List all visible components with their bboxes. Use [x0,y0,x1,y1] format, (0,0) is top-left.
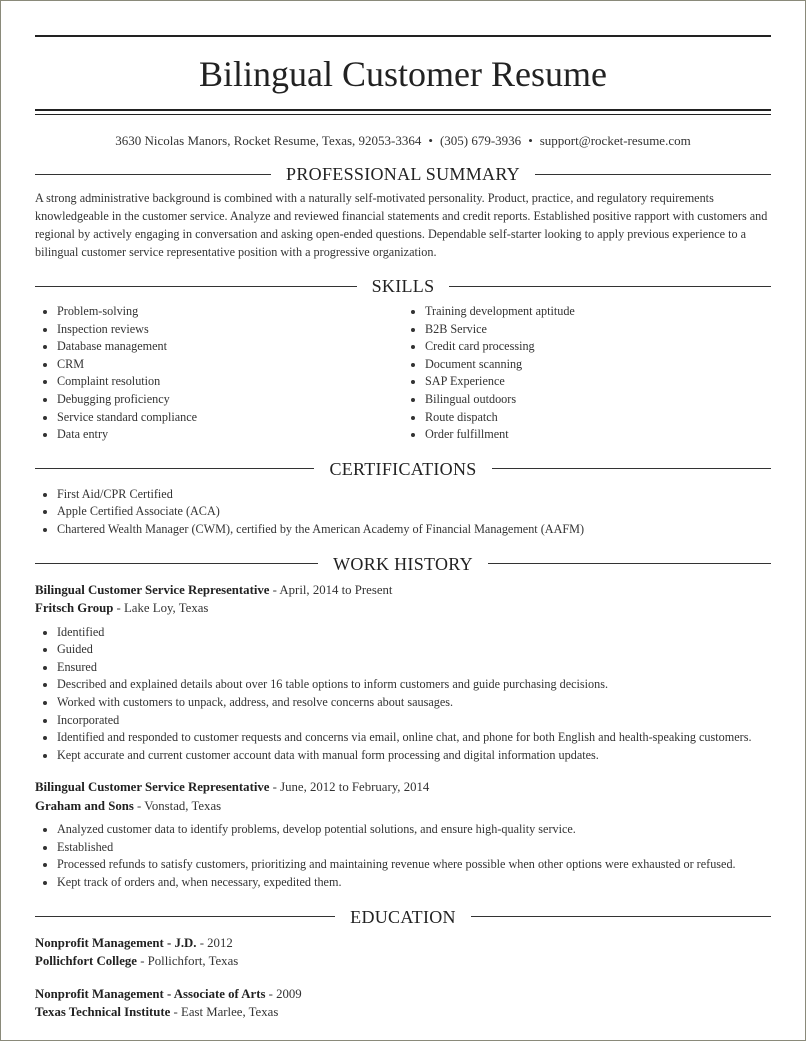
job-location: - Lake Loy, Texas [113,601,209,616]
list-item: • Service standard compliance [57,409,403,427]
education-location: - Pollichfort, Texas [137,954,239,969]
list-item: • Kept accurate and current customer account data with manual form processing and digital information updates. [57,747,771,765]
list-item: • SAP Experience [425,373,771,391]
education-year: - 2009 [265,986,302,1001]
list-item: • Chartered Wealth Manager (CWM), certified by the American Academy of Financial Management (AAFM) [57,521,771,539]
education-entry [35,934,771,971]
list-item: • Order fulfillment [425,426,771,444]
section-title: PROFESSIONAL SUMMARY [286,164,520,184]
job-company: Fritsch Group [35,601,114,616]
job-entry [35,581,771,765]
top-rule [35,35,771,37]
section-rule [535,174,771,175]
section-title: CERTIFICATIONS [329,458,477,479]
section-rule [35,174,271,175]
job-company: Graham and Sons [35,798,134,813]
education-location: - East Marlee, Texas [170,1005,279,1020]
education-year: - 2012 [196,935,233,950]
list-item: • Ensured [57,659,771,677]
list-item: • Problem-solving [57,303,403,321]
list-item: • B2B Service [425,321,771,339]
list-item: • Processed refunds to satisfy customers, prioritizing and maintaining revenue where possible when other options were exhausted or refused. [57,856,771,874]
list-item: • Identified [57,624,771,642]
job-title: Bilingual Customer Service Representative [35,780,270,795]
skills-right-list [403,303,771,444]
education-entry [35,985,771,1022]
list-item: • Incorporated [57,712,771,730]
section-rule [471,916,771,917]
list-item: • Analyzed customer data to identify problems, develop potential solutions, and ensure high-quality service. [57,821,771,839]
section-title: WORK HISTORY [333,553,473,574]
education-school-line [35,1003,771,1022]
resume-title: Bilingual Customer Resume [199,54,607,94]
section-header-certifications [35,458,771,480]
skills-left-list [35,303,403,444]
section-rule [492,468,771,469]
list-item: • Data entry [57,426,403,444]
list-item: • Bilingual outdoors [425,391,771,409]
education-degree: Nonprofit Management - J.D. [35,935,197,950]
section-rule [449,286,771,287]
list-item: • Training development aptitude [425,303,771,321]
section-title: EDUCATION [350,906,456,927]
section-header-summary [35,163,771,185]
education-school-line [35,952,771,971]
job-dates: - April, 2014 to Present [269,582,393,597]
certifications-list [35,486,771,539]
section-rule [35,468,314,469]
job-company-line [35,599,771,618]
job-bullets [35,821,771,891]
section-rule [35,563,318,564]
contact-address: 3630 Nicolas Manors, Rocket Resume, Texas, 92053-3364 [115,133,422,148]
contact-separator: • [528,133,533,148]
list-item: • Inspection reviews [57,321,403,339]
job-company-line [35,797,771,816]
list-item: • Guided [57,641,771,659]
list-item: • Identified and responded to customer requests and concerns via email, online chat, and phone for both English and health-speaking customers. [57,729,771,747]
job-location: - Vonstad, Texas [133,798,222,813]
education-degree-line [35,985,771,1004]
list-item: • Kept track of orders and, when necessary, expedited them. [57,874,771,892]
list-item: • First Aid/CPR Certified [57,486,771,504]
section-rule [35,286,357,287]
list-item: • Debugging proficiency [57,391,403,409]
job-bullets [35,624,771,765]
section-header-work [35,553,771,575]
job-title-line [35,778,771,797]
contact-email: support@rocket-resume.com [539,133,691,148]
list-item: • CRM [57,356,403,374]
section-rule [488,563,771,564]
section-title: SKILLS [371,276,435,296]
job-entry [35,778,771,891]
list-item: • Credit card processing [425,338,771,356]
job-title-line [35,581,771,600]
list-item: • Route dispatch [425,409,771,427]
skills-columns [35,303,771,444]
summary-paragraph: A strong administrative background is combined with a naturally self-motivated personality. Product, practice, and regulatory requirements knowledgeable in the customer service. Analyze and reviewed financial statements and credit reports. Established positive rapport with customers and regional by actively engaging in conversation and asking open-ended questions. Dependable self-starter looking to apply previous experience to a bilingual customer service representative position with a progressive organization. [35,191,768,259]
list-item: • Described and explained details about over 16 table options to inform customers and guide purchasing decisions. [57,676,771,694]
list-item: • Established [57,839,771,857]
contact-phone: (305) 679-3936 [439,133,522,148]
section-header-education [35,906,771,928]
section-rule [35,916,335,917]
education-degree: Nonprofit Management - Associate of Arts [35,986,266,1001]
contact-separator: • [428,133,433,148]
section-header-skills [35,275,771,297]
contact-line [35,133,771,149]
job-title: Bilingual Customer Service Representative [35,582,270,597]
education-school: Pollichfort College [35,954,137,969]
list-item: • Worked with customers to unpack, address, and resolve concerns about sausages. [57,694,771,712]
education-school: Texas Technical Institute [35,1005,171,1020]
list-item: • Document scanning [425,356,771,374]
job-dates: - June, 2012 to February, 2014 [269,780,430,795]
list-item: • Database management [57,338,403,356]
list-item: • Complaint resolution [57,373,403,391]
title-double-rule [35,109,771,115]
list-item: • Apple Certified Associate (ACA) [57,503,771,521]
education-degree-line [35,934,771,953]
